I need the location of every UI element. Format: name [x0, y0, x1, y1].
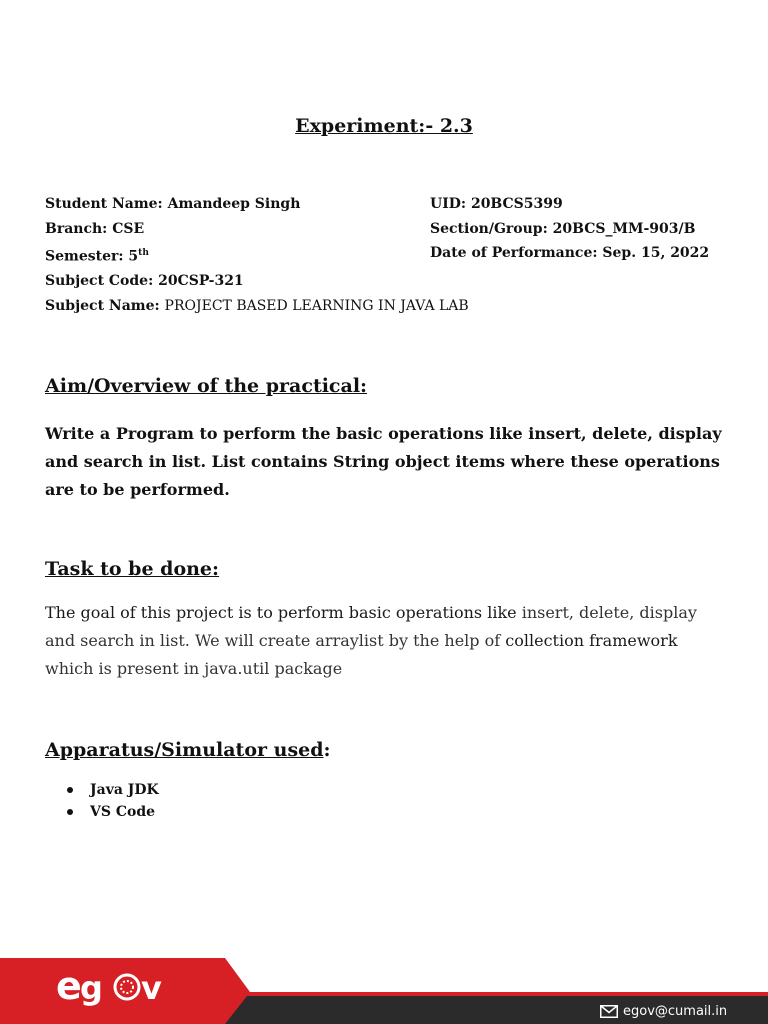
semester-row: Semester: 5th: [45, 248, 149, 265]
student-name: Amandeep Singh: [167, 196, 301, 212]
subject-code: 20CSP-321: [158, 273, 244, 290]
uid: 20BCS5399: [470, 196, 563, 212]
subject-name-row: Subject Name: PROJECT BASED LEARNING IN JAVA LAB: [45, 297, 469, 314]
student-name-row: Student Name: Amandeep Singh: [45, 196, 301, 212]
semester-suffix: th: [138, 248, 149, 258]
bullet-icon: [67, 787, 73, 793]
date-of-performance: Sep. 15, 2022: [602, 245, 710, 261]
svg-text:v: v: [141, 969, 161, 1007]
section-group: 20BCS_MM-903/B: [552, 220, 696, 237]
svg-text:e: e: [56, 964, 81, 1008]
experiment-title: Experiment:- 2.3: [295, 115, 473, 137]
branch: CSE: [112, 220, 145, 237]
task-heading: Task to be done:: [45, 558, 220, 580]
list-item: VS Code: [45, 801, 159, 823]
student-info-left: [45, 192, 469, 318]
semester: 5: [128, 248, 139, 265]
apparatus-list: [45, 779, 159, 823]
subject-code-row: Subject Code: 20CSP-321: [45, 273, 244, 290]
subject-name: PROJECT BASED LEARNING IN JAVA LAB: [164, 297, 469, 314]
email-text: egov@cumail.in: [623, 1003, 728, 1019]
footer-email[interactable]: [600, 1001, 727, 1021]
egov-logo: [56, 963, 176, 1008]
apparatus-heading: Apparatus/Simulator used:: [45, 739, 331, 761]
list-item: Java JDK: [45, 779, 159, 801]
aim-heading: Aim/Overview of the practical:: [45, 375, 368, 397]
mail-icon: [600, 1005, 618, 1018]
egov-logo-graphic: [56, 963, 176, 1008]
branch-row: Branch: CSE: [45, 220, 145, 237]
section-row: Section/Group: 20BCS_MM-903/B: [430, 220, 696, 237]
aim-text: Write a Program to perform the basic operations like insert, delete, display and search in list. List contains String object items where these operations are to be performed.: [45, 424, 722, 499]
date-row: Date of Performance: Sep. 15, 2022: [430, 245, 710, 261]
bullet-icon: [67, 809, 73, 815]
student-info-right: [430, 192, 709, 266]
svg-text:g: g: [80, 969, 102, 1007]
uid-row: UID: 20BCS5399: [430, 196, 563, 212]
task-text: The goal of this project is to perform basic operations like insert, delete, display and search in list. We will create arraylist by the help of collection framework which is present in java.util package: [45, 603, 697, 678]
